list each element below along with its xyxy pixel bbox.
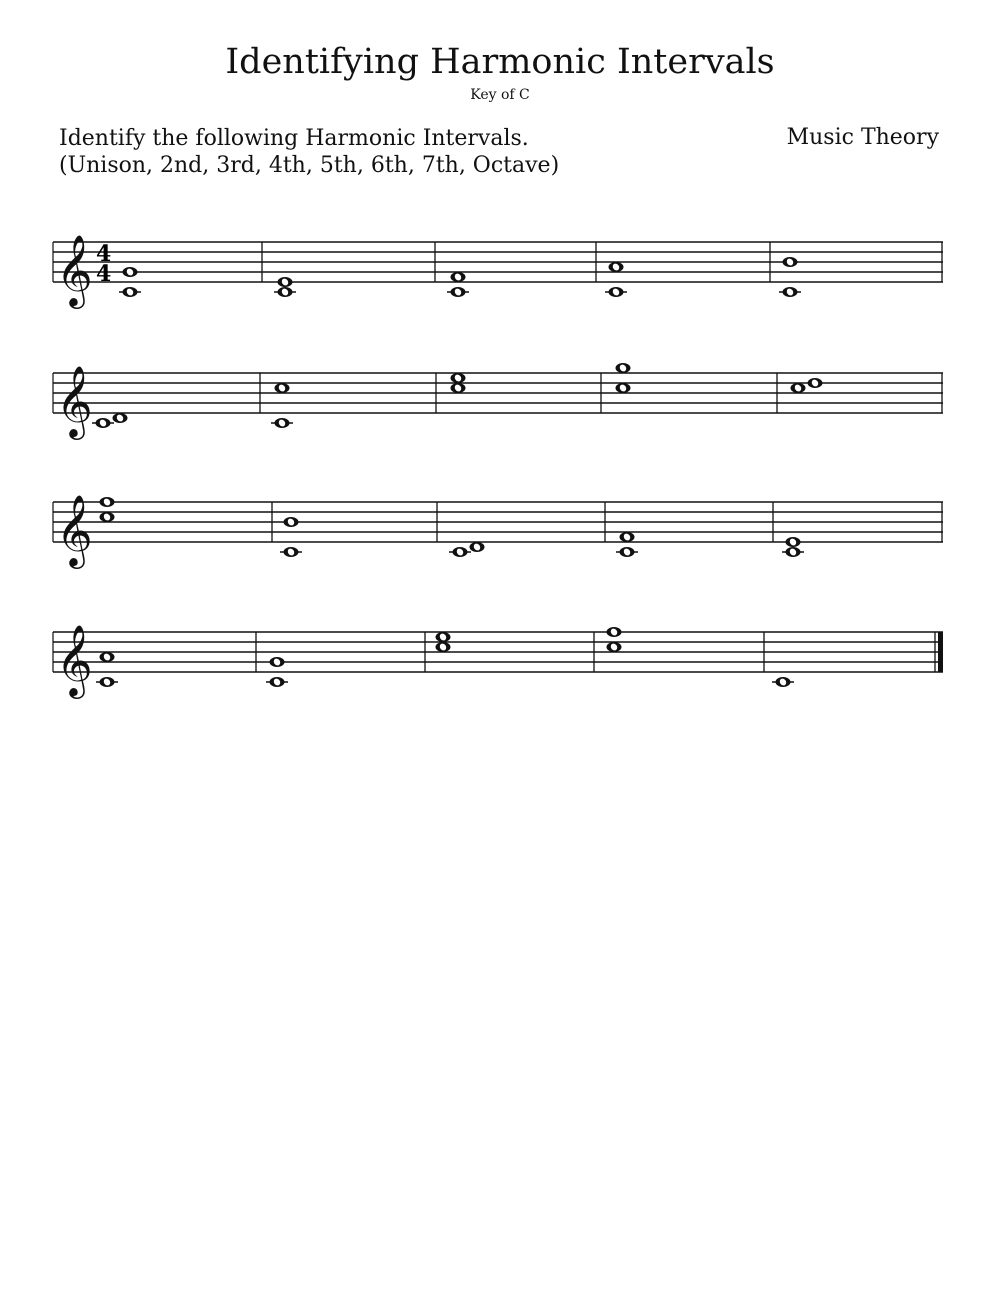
measure <box>96 652 118 687</box>
measure <box>100 497 115 522</box>
page-title: Identifying Harmonic Intervals <box>225 42 775 82</box>
treble-clef-icon: 𝄞 <box>56 493 93 566</box>
staff-system <box>53 623 943 699</box>
treble-clef-icon: 𝄞 <box>56 233 93 306</box>
time-signature: 4 <box>96 261 112 287</box>
staff-system <box>53 363 943 440</box>
measure <box>616 363 631 393</box>
measure <box>271 383 293 428</box>
final-barline <box>938 632 943 672</box>
staff-system <box>53 233 943 309</box>
treble-clef-icon: 𝄞 <box>56 364 93 437</box>
measure <box>772 677 794 687</box>
measure <box>449 542 485 557</box>
measure <box>447 272 469 297</box>
measure <box>791 378 823 393</box>
time-signature: 4 <box>96 241 112 267</box>
staff-system <box>53 493 943 569</box>
measure <box>605 262 627 297</box>
course-label: Music Theory <box>786 125 939 150</box>
measure <box>280 517 302 557</box>
measure <box>779 257 801 297</box>
measure <box>782 537 804 557</box>
instruction-line-1: Identify the following Harmonic Intervals. <box>59 126 529 151</box>
key-subtitle: Key of C <box>470 87 530 103</box>
measure <box>274 277 296 297</box>
treble-clef-icon: 𝄞 <box>56 623 93 696</box>
measure <box>616 532 638 557</box>
measure <box>607 627 622 652</box>
measure <box>92 413 128 428</box>
instruction-line-2: (Unison, 2nd, 3rd, 4th, 5th, 6th, 7th, Octave) <box>59 153 560 178</box>
